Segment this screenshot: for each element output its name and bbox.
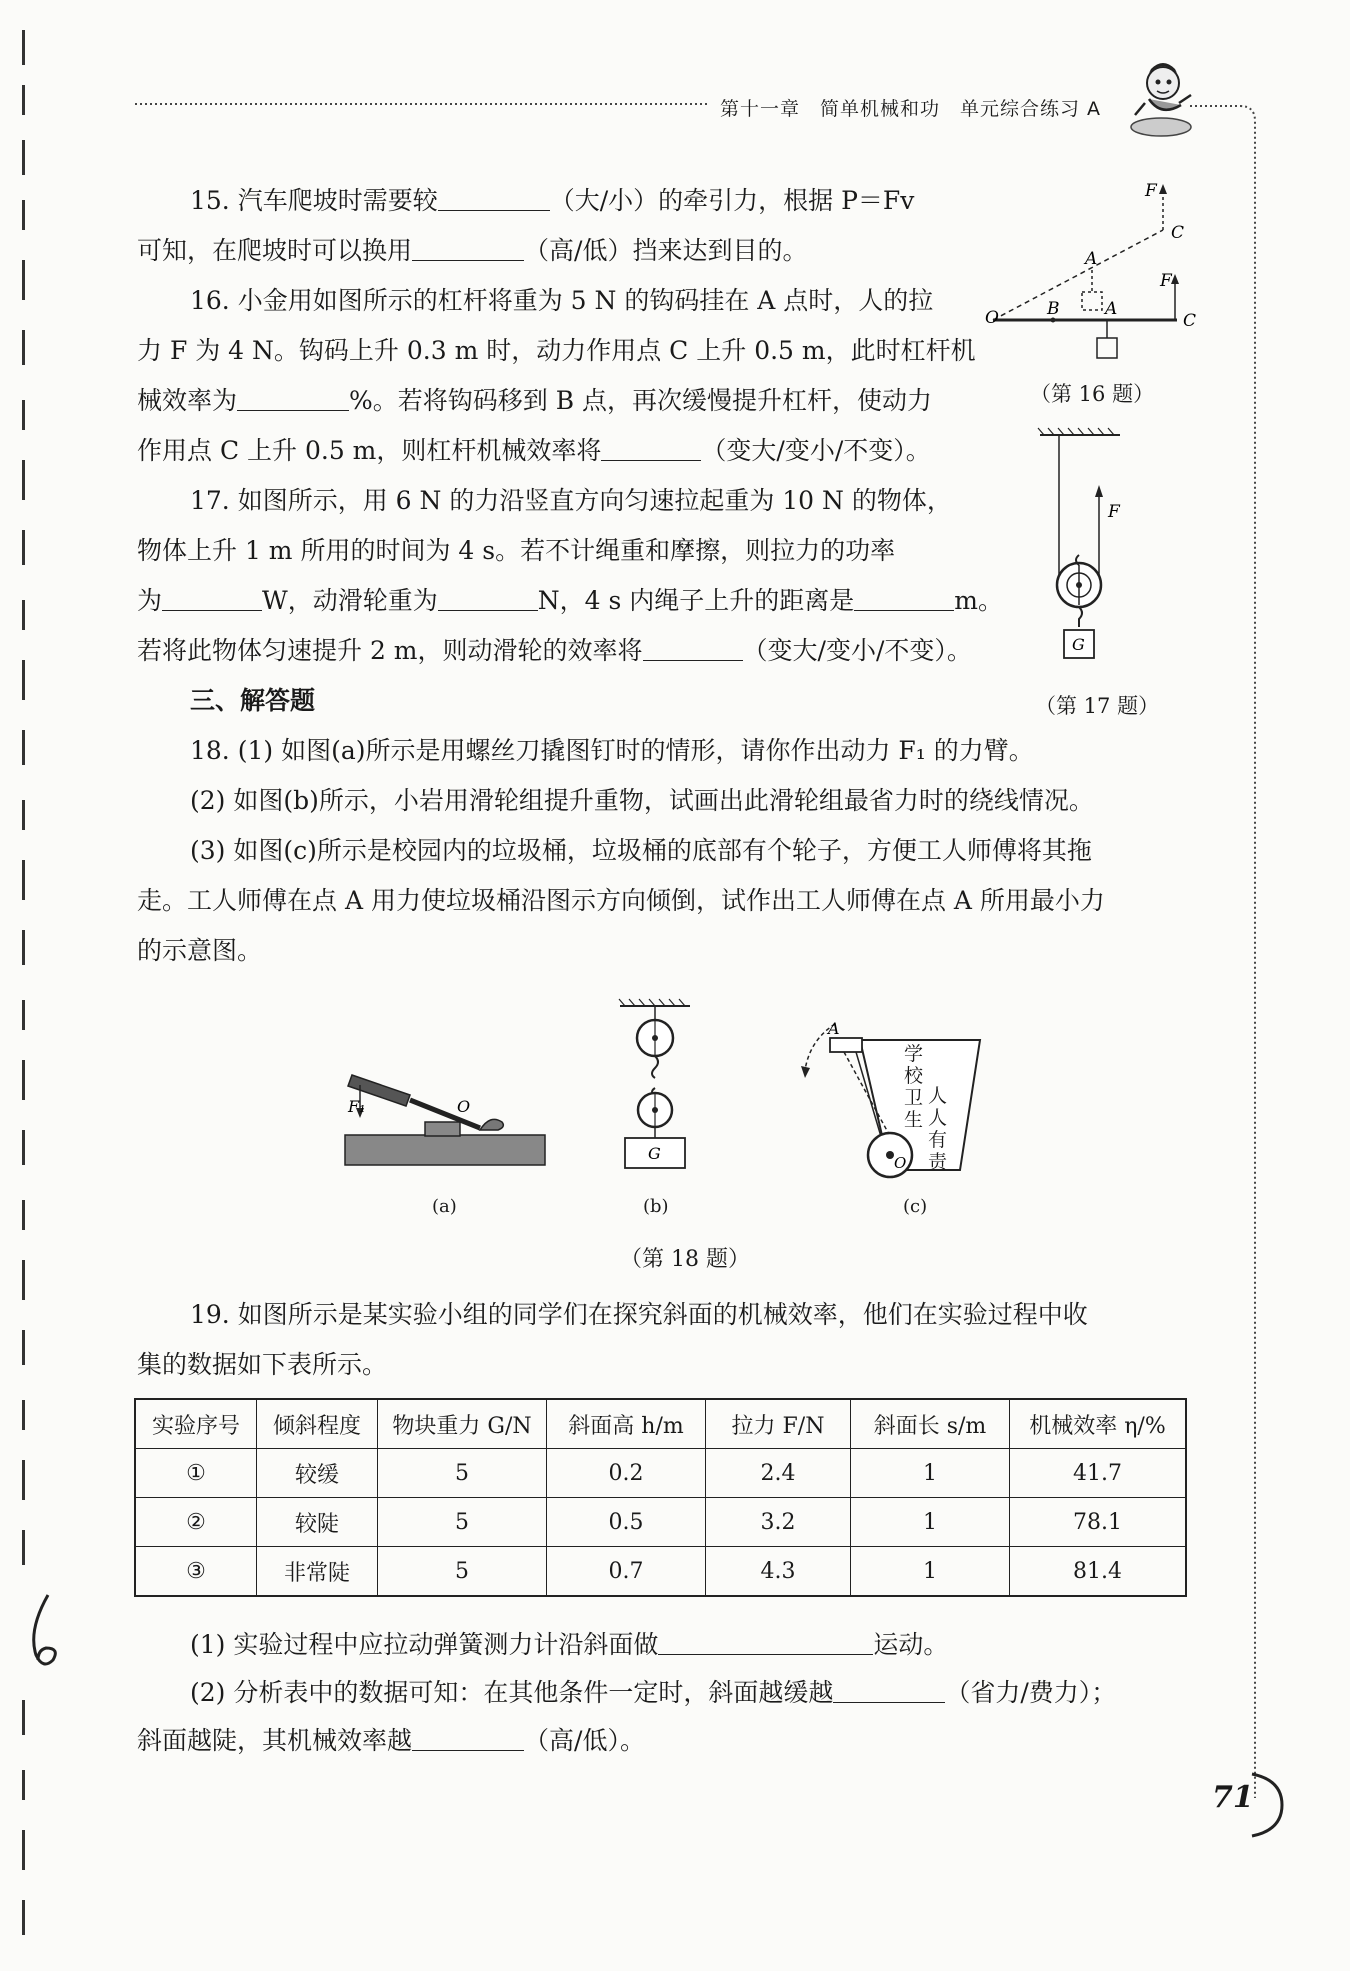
q18-part1: 18. (1) 如图(a)所示是用螺丝刀撬图钉时的情形，请你作出动力 F₁ 的力臂。: [190, 736, 1034, 765]
q18-label-G: G: [648, 1144, 661, 1163]
binding-mark: [22, 85, 25, 115]
q19-blank-1[interactable]: [658, 1628, 873, 1655]
binding-mark: [22, 200, 25, 230]
table-row: [135, 1498, 1186, 1547]
q17-caption: （第 17 题）: [1035, 694, 1160, 718]
table-cell: 1: [851, 1449, 1010, 1498]
q17-line4: 若将此物体匀速提升 2 m，则动滑轮的效率将 （变大/变小/不变）。: [137, 636, 972, 665]
handwritten-mark: [18, 1590, 68, 1680]
q18-part3-line1: (3) 如图(c)所示是校园内的垃圾桶，垃圾桶的底部有个轮子，方便工人师傅将其拖: [190, 836, 1092, 865]
table-cell: 5: [378, 1498, 547, 1547]
binding-mark: [22, 1200, 25, 1230]
table-header-row: [135, 1399, 1186, 1449]
q17-blank-3[interactable]: [854, 584, 954, 611]
table-header-cell: 实验序号: [135, 1399, 257, 1449]
q15-blank-2[interactable]: [412, 234, 524, 261]
q18-part3-line2: 走。工人师傅在点 A 用力使垃圾桶沿图示方向倾倒，试作出工人师傅在点 A 所用最小力: [137, 886, 1105, 915]
table-cell: 5: [378, 1449, 547, 1498]
q17-label-F: F: [1108, 502, 1120, 522]
table-header-cell: 斜面高 h/m: [547, 1399, 706, 1449]
q15-blank-1[interactable]: [438, 184, 550, 211]
table-cell: ①: [135, 1449, 257, 1498]
table-cell: 2.4: [706, 1449, 851, 1498]
label-O-a: O: [457, 1097, 471, 1116]
q16-caption: （第 16 题）: [1030, 382, 1155, 406]
label-A: A: [828, 1019, 840, 1038]
table-row: [135, 1547, 1186, 1597]
binding-mark: [22, 1530, 25, 1565]
q17-blank-4[interactable]: [643, 634, 743, 661]
mascot-icon: [1125, 55, 1200, 140]
binding-mark: [22, 260, 25, 300]
q17-line2: 物体上升 1 m 所用的时间为 4 s。若不计绳重和摩擦，则拉力的功率: [137, 536, 896, 565]
binding-mark: [22, 1900, 25, 1935]
table-cell: 78.1: [1010, 1498, 1187, 1547]
table-header-cell: 物块重力 G/N: [378, 1399, 547, 1449]
q16-line2: 力 F 为 4 N。钩码上升 0.3 m 时，动力作用点 C 上升 0.5 m，此时杠杆机: [137, 336, 976, 365]
binding-mark: [22, 1060, 25, 1100]
table-cell: 41.7: [1010, 1449, 1187, 1498]
table-header-cell: 机械效率 η/%: [1010, 1399, 1187, 1449]
q18-fig-b-pulley: [615, 998, 695, 1183]
q16-lever-figure: [985, 180, 1205, 370]
q19-line1: 19. 如图所示是某实验小组的同学们在探究斜面的机械效率，他们在实验过程中收: [190, 1300, 1088, 1329]
binding-mark: [22, 800, 25, 830]
table-cell: 0.5: [547, 1498, 706, 1547]
q18-fig-a-label: (a): [432, 1196, 457, 1217]
q18-fig-c-trash-bin: [790, 1010, 990, 1185]
label-C-top: C: [1171, 223, 1185, 243]
bin-slogan-col1: 学校卫生: [904, 1043, 924, 1131]
binding-mark: [22, 530, 25, 565]
label-C-mid: C: [1183, 311, 1197, 331]
label-A-top: A: [1085, 249, 1098, 269]
q16-blank-2[interactable]: [601, 434, 701, 461]
label-O: O: [985, 308, 999, 328]
table-cell: 较陡: [257, 1498, 378, 1547]
table-cell: 0.7: [547, 1547, 706, 1597]
binding-mark: [22, 600, 25, 630]
table-cell: 1: [851, 1547, 1010, 1597]
q19-sub3: 斜面越陡，其机械效率越 （高/低）。: [137, 1726, 645, 1755]
binding-mark: [22, 1460, 25, 1500]
table-cell: 5: [378, 1547, 547, 1597]
q15-line1: 15. 汽车爬坡时需要较 （大/小）的牵引力，根据 P＝Fv: [190, 186, 915, 215]
q17-line1: 17. 如图所示，用 6 N 的力沿竖直方向匀速拉起重为 10 N 的物体，: [190, 486, 952, 515]
binding-mark: [22, 1130, 25, 1165]
table-cell: 0.2: [547, 1449, 706, 1498]
table-cell: 81.4: [1010, 1547, 1187, 1597]
label-A-mid: A: [1105, 299, 1118, 319]
q16-blank-1[interactable]: [237, 384, 349, 411]
label-B: B: [1047, 299, 1060, 319]
table-header-cell: 斜面长 s/m: [851, 1399, 1010, 1449]
label-F-top: F: [1145, 181, 1157, 201]
label-O-c: O: [894, 1154, 907, 1172]
q19-data-table: [134, 1398, 1187, 1597]
q17-pulley-figure: [1030, 425, 1150, 675]
binding-mark: [22, 1700, 25, 1735]
table-cell: 1: [851, 1498, 1010, 1547]
table-cell: 3.2: [706, 1498, 851, 1547]
q18-part3-line3: 的示意图。: [137, 936, 263, 965]
q19-sub1: (1) 实验过程中应拉动弹簧测力计沿斜面做 运动。: [190, 1630, 949, 1659]
q17-line3: 为 W，动滑轮重为 N，4 s 内绳子上升的距离是 m。: [137, 586, 1003, 615]
label-F-mid: F: [1160, 271, 1172, 291]
q18-caption: （第 18 题）: [620, 1247, 750, 1272]
binding-mark: [22, 730, 25, 765]
binding-mark: [22, 1000, 25, 1030]
table-header-cell: 倾斜程度: [257, 1399, 378, 1449]
q18-fig-a-screwdriver: [340, 1050, 550, 1180]
binding-mark: [22, 330, 25, 365]
binding-mark: [22, 30, 25, 65]
binding-mark: [22, 140, 25, 175]
q17-blank-2[interactable]: [438, 584, 538, 611]
page-number: 71: [1212, 1780, 1254, 1815]
table-cell: 非常陡: [257, 1547, 378, 1597]
q19-line2: 集的数据如下表所示。: [137, 1350, 388, 1379]
q16-line4: 作用点 C 上升 0.5 m，则杠杆机械效率将 （变大/变小/不变）。: [137, 436, 931, 465]
table-cell: ②: [135, 1498, 257, 1547]
q18-fig-b-label: (b): [643, 1196, 669, 1217]
q17-label-G: G: [1072, 635, 1085, 654]
binding-mark: [22, 400, 25, 430]
table-cell: ③: [135, 1547, 257, 1597]
table-cell: 4.3: [706, 1547, 851, 1597]
table-cell: 较缓: [257, 1449, 378, 1498]
q19-blank-3[interactable]: [412, 1724, 524, 1751]
binding-mark: [22, 1830, 25, 1870]
q19-blank-2[interactable]: [833, 1676, 945, 1703]
table-row: [135, 1449, 1186, 1498]
table-header-cell: 拉力 F/N: [706, 1399, 851, 1449]
q19-sub2: (2) 分析表中的数据可知：在其他条件一定时，斜面越缓越 （省力/费力）；: [190, 1678, 1117, 1707]
binding-mark: [22, 1260, 25, 1300]
label-F1: F₁: [348, 1097, 366, 1116]
binding-mark: [22, 660, 25, 700]
binding-mark: [22, 1400, 25, 1430]
binding-mark: [22, 860, 25, 900]
chapter-header: 第十一章 简单机械和功 单元综合练习 A: [720, 98, 1102, 120]
q18-fig-c-label: (c): [903, 1196, 928, 1217]
q18-part2: (2) 如图(b)所示，小岩用滑轮组提升重物，试画出此滑轮组最省力时的绕线情况。: [190, 786, 1094, 815]
q16-line1: 16. 小金用如图所示的杠杆将重为 5 N 的钩码挂在 A 点时，人的拉: [190, 286, 934, 315]
q15-line2: 可知，在爬坡时可以换用 （高/低）挡来达到目的。: [137, 236, 808, 265]
binding-mark: [22, 1770, 25, 1800]
bin-slogan-col2: 人人有责: [928, 1085, 948, 1173]
q16-line3: 械效率为 %。若将钩码移到 B 点，再次缓慢提升杠杆，使动力: [137, 386, 933, 415]
section-3-title: 三、解答题: [190, 686, 316, 715]
q17-blank-1[interactable]: [162, 584, 262, 611]
binding-mark: [22, 1330, 25, 1365]
binding-mark: [22, 930, 25, 965]
binding-mark: [22, 460, 25, 500]
